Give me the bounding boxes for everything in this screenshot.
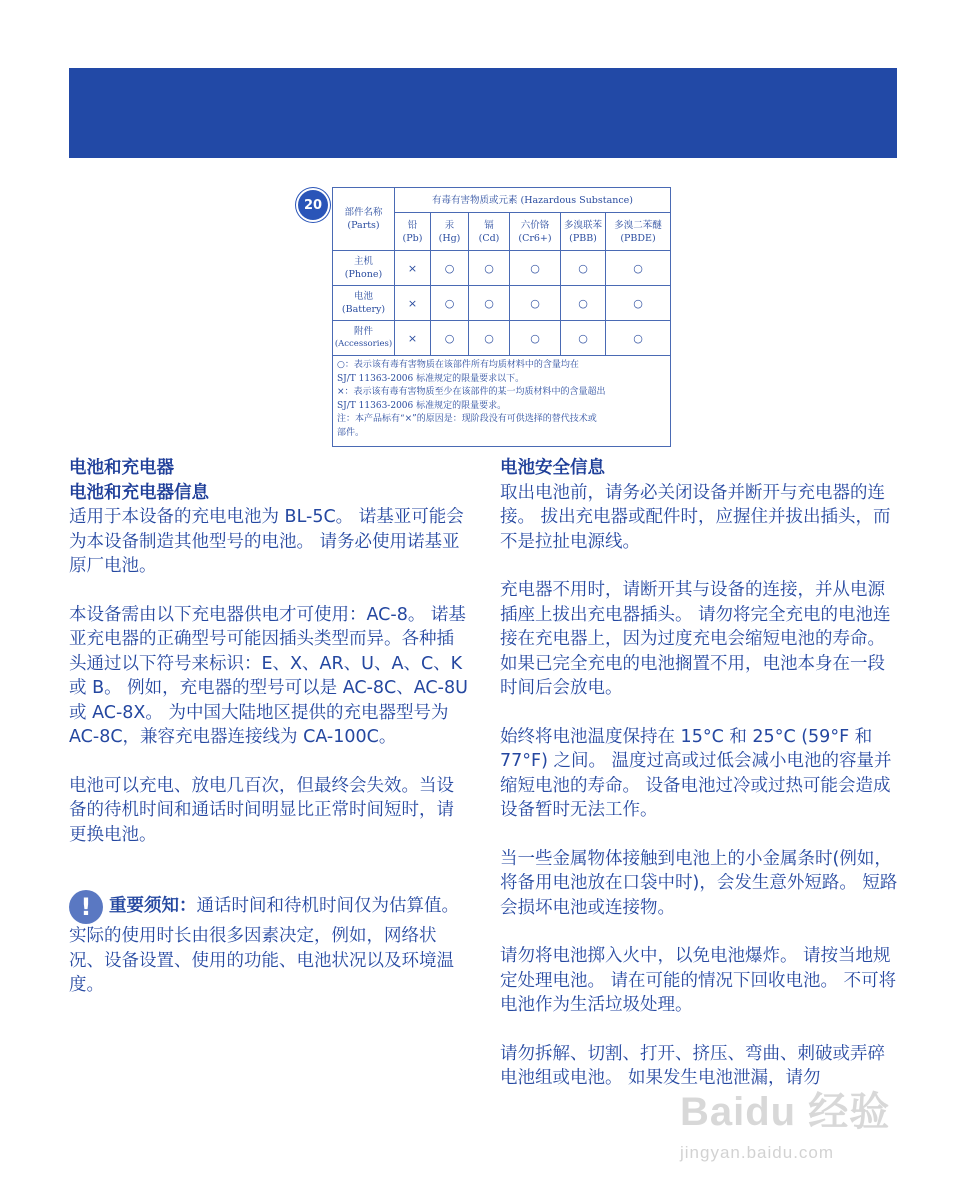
table-cell: ○ [469, 286, 510, 321]
row-label: 主机 (Phone) [333, 251, 395, 286]
substance-header-cell: 有毒有害物质或元素 (Hazardous Substance) [395, 188, 671, 213]
table-cell: ○ [510, 251, 561, 286]
table-cell: × [395, 321, 431, 356]
header-banner [69, 68, 897, 158]
paragraph: 请勿将电池掷入火中，以免电池爆炸。 请按当地规定处理电池。 请在可能的情况下回收电池。 不可将电池作为生活垃圾处理。 [500, 946, 897, 1015]
column-header: 六价铬 (Cr6+) [510, 213, 561, 251]
watermark-logo: Baidu 经验 [680, 1090, 891, 1134]
table-cell: × [395, 286, 431, 321]
eco-badge-icon: 20 [298, 190, 328, 220]
paragraph: 始终将电池温度保持在 15°C 和 25°C (59°F 和 77°F) 之间。 温度过高或过低会减小电池的容量并缩短电池的寿命。 设备电池过冷或过热可能会造成设备暂时无法工作。 [500, 726, 892, 820]
baidu-watermark [680, 1080, 920, 1180]
table-cell: ○ [561, 286, 606, 321]
paragraph: 充电器不用时，请断开其与设备的连接，并从电源插座上拔出充电器插头。 请勿将完全充电的电池连接在充电器上，因为过度充电会缩短电池的寿命。 如果已完全充电的电池搁置不用，电池本身在一段时间后会放电。 [500, 580, 891, 698]
table-cell: ○ [510, 286, 561, 321]
table-cell: ○ [510, 321, 561, 356]
row-label: 附件 (Accessories) [333, 321, 395, 356]
paragraph: 适用于本设备的充电电池为 BL-5C。 诺基亚可能会为本设备制造其他型号的电池。 请务必使用诺基亚原厂电池。 [69, 507, 464, 576]
table-row [333, 286, 671, 321]
table-row [333, 321, 671, 356]
important-notice [69, 890, 469, 998]
column-header: 镉 (Cd) [469, 213, 510, 251]
table-cell: ○ [431, 321, 469, 356]
paragraph: 本设备需由以下充电器供电才可使用：AC-8。 诺基亚充电器的正确型号可能因插头类型而异。各种插头通过以下符号来标识：E、X、AR、U、A、C、K 或 B。 例如，充电器的型号可以是 AC-8C、AC-8U 或 AC-8X。 为中国大陆地区提供的充电器型号为 AC-8C，兼容充电器连接线为 CA-100C。 [69, 604, 468, 747]
parts-header-cell: 部件名称 (Parts) [333, 188, 395, 251]
row-label: 电池 (Battery) [333, 286, 395, 321]
table-cell: ○ [469, 251, 510, 286]
table-cell: ○ [431, 251, 469, 286]
table-cell: ○ [431, 286, 469, 321]
table-cell: ○ [606, 321, 671, 356]
column-header: 汞 (Hg) [431, 213, 469, 251]
table-cell: ○ [606, 286, 671, 321]
table-cell: × [395, 251, 431, 286]
hazardous-substance-table [332, 187, 671, 447]
table-cell: ○ [561, 321, 606, 356]
section-title: 电池安全信息 [500, 458, 605, 478]
left-column [69, 456, 469, 998]
table-notes: ○：表示该有毒有害物质在该部件所有均质材料中的含量均在 SJ/T 11363-2006 标准规定的限量要求以下。 ×：表示该有毒有害物质至少在该部件的某一均质材料中的含量超出 SJ/T 11363-2006 标准规定的限量要求。 注：本产品标有“×”的原因是：现阶段没有可供选择的替代技术或 部件。 [333, 356, 671, 447]
paragraph: 当一些金属物体接触到电池上的小金属条时(例如，将备用电池放在口袋中时)，会发生意外短路。 短路会损坏电池或连接物。 [500, 848, 898, 918]
table-cell: ○ [561, 251, 606, 286]
table-row [333, 251, 671, 286]
paragraph: 请勿拆解、切割、打开、挤压、弯曲、刺破或弄碎电池组或电池。 如果发生电池泄漏，请勿 [500, 1043, 885, 1088]
column-header: 多溴联苯 (PBB) [561, 213, 606, 251]
section-title: 电池和充电器 [69, 458, 174, 478]
notice-label: 重要须知： [109, 896, 197, 916]
table-cell: ○ [606, 251, 671, 286]
right-column [500, 456, 900, 1115]
column-header: 铅 (Pb) [395, 213, 431, 251]
notice-text: 通话时间和待机时间仅为估算值。实际的使用时长由很多因素决定，例如，网络状况、设备设置、使用的功能、电池状况以及环境温度。 [69, 896, 459, 995]
watermark-url: jingyan.baidu.com [680, 1143, 835, 1162]
column-header: 多溴二苯醚 (PBDE) [606, 213, 671, 251]
table-cell: ○ [469, 321, 510, 356]
paragraph: 取出电池前，请务必关闭设备并断开与充电器的连接。 拔出充电器或配件时，应握住并拔出插头，而不是拉扯电源线。 [500, 482, 891, 552]
section-subtitle: 电池和充电器信息 [69, 482, 209, 503]
exclamation-icon: ! [69, 890, 103, 924]
paragraph: 电池可以充电、放电几百次，但最终会失效。当设备的待机时间和通话时间明显比正常时间短时，请更换电池。 [69, 775, 454, 845]
